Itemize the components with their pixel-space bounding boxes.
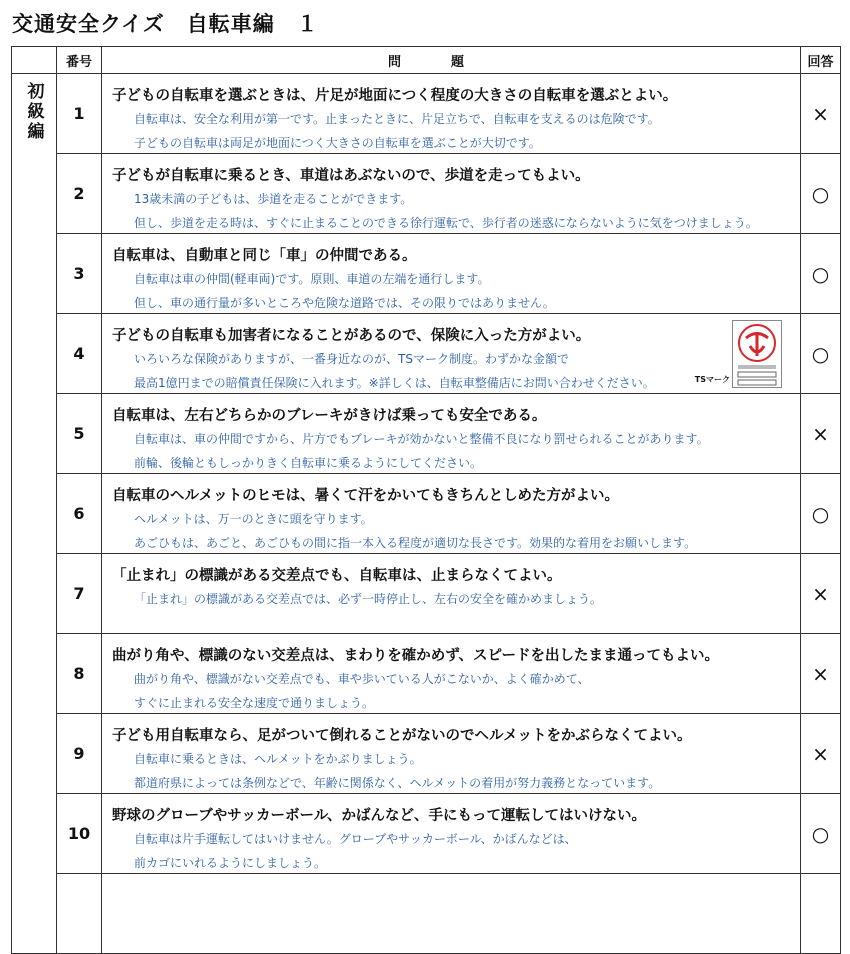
- question-text: 曲がり角や、標識のない交差点は、まわりを確かめず、スピードを出したまま通ってもよい。: [112, 648, 719, 664]
- empty-cell: [801, 874, 841, 954]
- question-text: 「止まれ」の標識がある交差点でも、自転車は、止まらなくてよい。: [112, 568, 562, 584]
- question-text: 自転車は、自動車と同じ「車」の仲間である。: [112, 248, 417, 264]
- explanation-line: 最高1億円までの賠償責任保険に入れます。※詳しくは、自転車整備店にお問い合わせください。: [134, 376, 655, 390]
- question-text: 自転車のヘルメットのヒモは、暑くて汗をかいてもきちんとしめた方がよい。: [112, 488, 620, 504]
- explanation-line: ヘルメットは、万一のときに頭を守ります。: [134, 512, 373, 526]
- question-cell: [102, 714, 801, 794]
- quiz-row: [12, 554, 841, 634]
- page-title: 交通安全クイズ 自転車編 １: [12, 12, 319, 36]
- explanation-line: 都道府県によっては条例などで、年齢に関係なく、ヘルメットの着用が努力義務となっています。: [134, 776, 661, 790]
- explanation-line: 前カゴにいれるようにしましょう。: [134, 856, 327, 870]
- answer-mark: ○: [801, 794, 841, 874]
- question-header: 問題: [102, 47, 801, 74]
- answer-mark: ×: [801, 554, 841, 634]
- ts-mark-caption: TSマーク: [694, 375, 730, 384]
- answer-mark: ×: [801, 714, 841, 794]
- explanation-line: 但し、車の通行量が多いところや危険な道路では、その限りではありません。: [134, 296, 555, 310]
- header-row: [12, 47, 841, 74]
- answer-mark: ×: [801, 634, 841, 714]
- explanation-line: 子どもの自転車は両足が地面につく大きさの自転車を選ぶことが大切です。: [134, 136, 541, 150]
- explanation-line: いろいろな保険がありますが、一番身近なのが、TSマーク制度。わずかな金額で: [134, 352, 569, 366]
- question-text: 子どもの自転車を選ぶときは、片足が地面につく程度の大きさの自転車を選ぶとよい。: [112, 88, 678, 104]
- question-cell: [102, 314, 801, 394]
- table-row-empty: [12, 874, 841, 954]
- answer-mark: ○: [801, 474, 841, 554]
- empty-cell: [102, 874, 801, 954]
- explanation-line: 自転車は片手運転してはいけません。グローブやサッカーボール、かばんなどは、: [134, 832, 577, 846]
- question-cell: [102, 394, 801, 474]
- answer-mark: ○: [801, 314, 841, 394]
- question-number: 8: [57, 634, 102, 714]
- level-header: [12, 47, 57, 74]
- question-number: 9: [57, 714, 102, 794]
- explanation-line: 自転車は車の仲間(軽車両)です。原則、車道の左端を通行します。: [134, 272, 490, 286]
- explanation-line: 自転車は、車の仲間ですから、片方でもブレーキが効かないと整備不良になり罰せられることがあります。: [134, 432, 709, 446]
- question-cell: [102, 74, 801, 154]
- quiz-row: [12, 474, 841, 554]
- question-text: 子どもの自転車も加害者になることがあるので、保険に入った方がよい。: [112, 328, 591, 344]
- quiz-row: [12, 154, 841, 234]
- question-number: 3: [57, 234, 102, 314]
- quiz-row: [12, 714, 841, 794]
- explanation-line: 但し、歩道を走る時は、すぐに止まることのできる徐行運転で、歩行者の迷惑にならないように気をつけましょう。: [134, 216, 758, 230]
- explanation-line: 13歳未満の子どもは、歩道を走ることができます。: [134, 192, 413, 206]
- explanation-line: 自転車に乗るときは、ヘルメットをかぶりましょう。: [134, 752, 422, 766]
- empty-cell: [57, 874, 102, 954]
- question-number: 7: [57, 554, 102, 634]
- question-number: 6: [57, 474, 102, 554]
- question-text: 子どもが自転車に乗るとき、車道はあぶないので、歩道を走ってもよい。: [112, 168, 590, 184]
- question-text: 野球のグローブやサッカーボール、かばんなど、手にもって運転してはいけない。: [112, 808, 647, 824]
- quiz-row: [12, 394, 841, 474]
- quiz-row: [12, 634, 841, 714]
- level-label: 初級編: [23, 82, 44, 142]
- explanation-line: 曲がり角や、標識がない交差点でも、車や歩いている人がこないか、よく確かめて、: [134, 672, 590, 686]
- explanation-line: 自転車は、安全な利用が第一です。止まったときに、片足立ちで、自転車を支えるのは危険です。: [134, 112, 660, 126]
- question-cell: [102, 154, 801, 234]
- question-number: 2: [57, 154, 102, 234]
- quiz-row: [12, 74, 841, 154]
- quiz-row: [12, 234, 841, 314]
- ts-mark-sticker-icon: [732, 320, 782, 388]
- question-number: 5: [57, 394, 102, 474]
- question-number: 10: [57, 794, 102, 874]
- explanation-line: 「止まれ」の標識がある交差点では、必ず一時停止し、左右の安全を確かめましょう。: [134, 592, 603, 606]
- answer-header: 回答: [801, 47, 841, 74]
- question-text: 子ども用自転車なら、足がついて倒れることがないのでヘルメットをかぶらなくてよい。: [112, 728, 692, 744]
- quiz-table: [11, 46, 841, 954]
- question-cell: [102, 794, 801, 874]
- quiz-row: [12, 794, 841, 874]
- question-text: 自転車は、左右どちらかのブレーキがきけば乗っても安全である。: [112, 408, 547, 424]
- explanation-line: すぐに止まれる安全な速度で通りましょう。: [134, 696, 375, 710]
- question-cell: [102, 554, 801, 634]
- question-cell: [102, 234, 801, 314]
- question-cell: [102, 634, 801, 714]
- level-cell: [12, 74, 57, 954]
- explanation-line: あごひもは、あごと、あごひもの間に指一本入る程度が適切な長さです。効果的な着用をお願いします。: [134, 536, 697, 550]
- question-cell: [102, 474, 801, 554]
- question-number: 1: [57, 74, 102, 154]
- explanation-line: 前輪、後輪ともしっかりきく自転車に乗るようにしてください。: [134, 456, 483, 470]
- question-number: 4: [57, 314, 102, 394]
- quiz-row: [12, 314, 841, 394]
- number-header: 番号: [57, 47, 102, 74]
- answer-mark: ×: [801, 74, 841, 154]
- answer-mark: ○: [801, 234, 841, 314]
- answer-mark: ○: [801, 154, 841, 234]
- answer-mark: ×: [801, 394, 841, 474]
